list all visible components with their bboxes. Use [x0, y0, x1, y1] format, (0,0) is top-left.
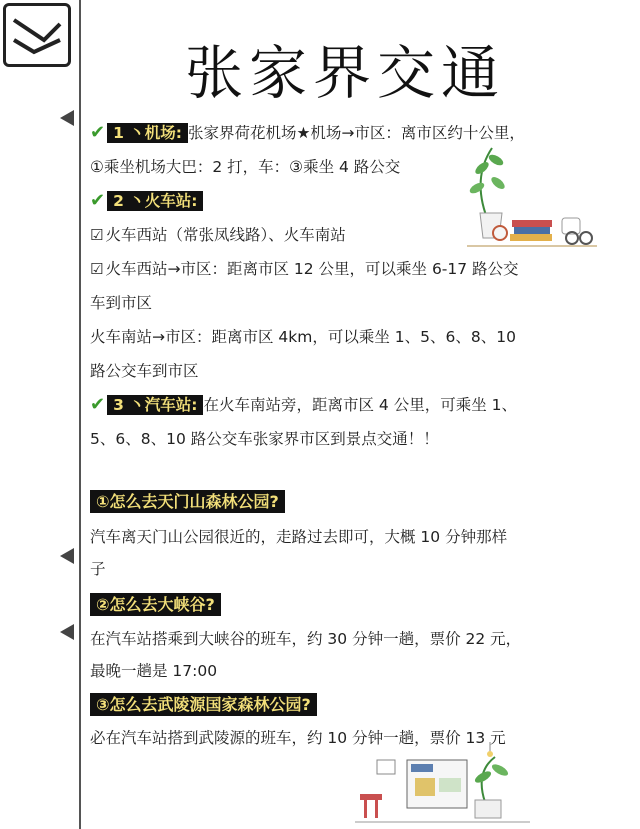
- section-train-line-2: ☑ 火车西站→市区：距离市区 12 公里，可以乘坐 6-17 路公交: [90, 260, 519, 278]
- checkbox-icon: ☑: [90, 226, 104, 244]
- section-train-line-4: 火车南站→市区：距离市区 4km，可以乘坐 1、5、6、8、10: [90, 328, 516, 346]
- section-train-line-5: 路公交车到市区: [90, 362, 199, 380]
- answer-grand-canyon-1: 在汽车站搭乘到大峡谷的班车，约 30 分钟一趟，票价 22 元，: [90, 630, 522, 648]
- spine-notch: [60, 110, 74, 126]
- plant-books-illustration: [462, 138, 602, 253]
- spine-notch: [60, 624, 74, 640]
- question-tianmen: ①怎么去天门山森林公园?: [90, 489, 285, 512]
- check-icon: ✔: [90, 190, 106, 211]
- section-label-train: 2 丶火车站:: [107, 191, 203, 211]
- section-train-line-3: 车到市区: [90, 294, 153, 312]
- section-train-line-1: ☑ 火车西站（常张凤线路）、火车南站: [90, 226, 346, 244]
- question-wulingyuan: ③怎么去武陵源国家森林公园?: [90, 692, 317, 715]
- section-airport-line-1: ✔ 1 丶机场: 张家界荷花机场★机场→市区：离市区约十公里，: [90, 122, 525, 143]
- question-grand-canyon: ②怎么去大峡谷?: [90, 592, 221, 615]
- section-label-bus: 3 丶汽车站:: [107, 395, 203, 415]
- answer-grand-canyon-2: 最晚一趟是 17:00: [90, 662, 218, 680]
- section-airport-line-2: ①乘坐机场大巴：2 打，车：③乘坐 4 路公交: [90, 158, 401, 176]
- page-title: 张家界交通: [185, 39, 506, 107]
- section-train-heading: [90, 189, 203, 211]
- desk-illustration: [355, 742, 530, 827]
- checkbox-icon: ☑: [90, 260, 104, 278]
- answer-tianmen-2: 子: [90, 560, 106, 578]
- check-icon: ✔: [90, 122, 106, 143]
- section-label-airport: 1 丶机场:: [107, 123, 188, 143]
- section-bus-line-2: 5、6、8、10 路公交车张家界市区到景点交通！！: [90, 430, 439, 448]
- spine-notch: [60, 548, 74, 564]
- notebook-spine: [79, 0, 81, 829]
- section-bus-line-1: ✔ 3 丶汽车站: 在火车南站旁，距离市区 4 公里，可乘坐 1、: [90, 394, 517, 415]
- answer-tianmen-1: 汽车离天门山公园很近的，走路过去即可，大概 10 分钟那样: [90, 528, 508, 546]
- envelope-icon: [3, 3, 71, 67]
- answer-wulingyuan-1: 必在汽车站搭到武陵源的班车，约 10 分钟一趟，票价 13 元: [90, 729, 506, 747]
- check-icon: ✔: [90, 394, 106, 415]
